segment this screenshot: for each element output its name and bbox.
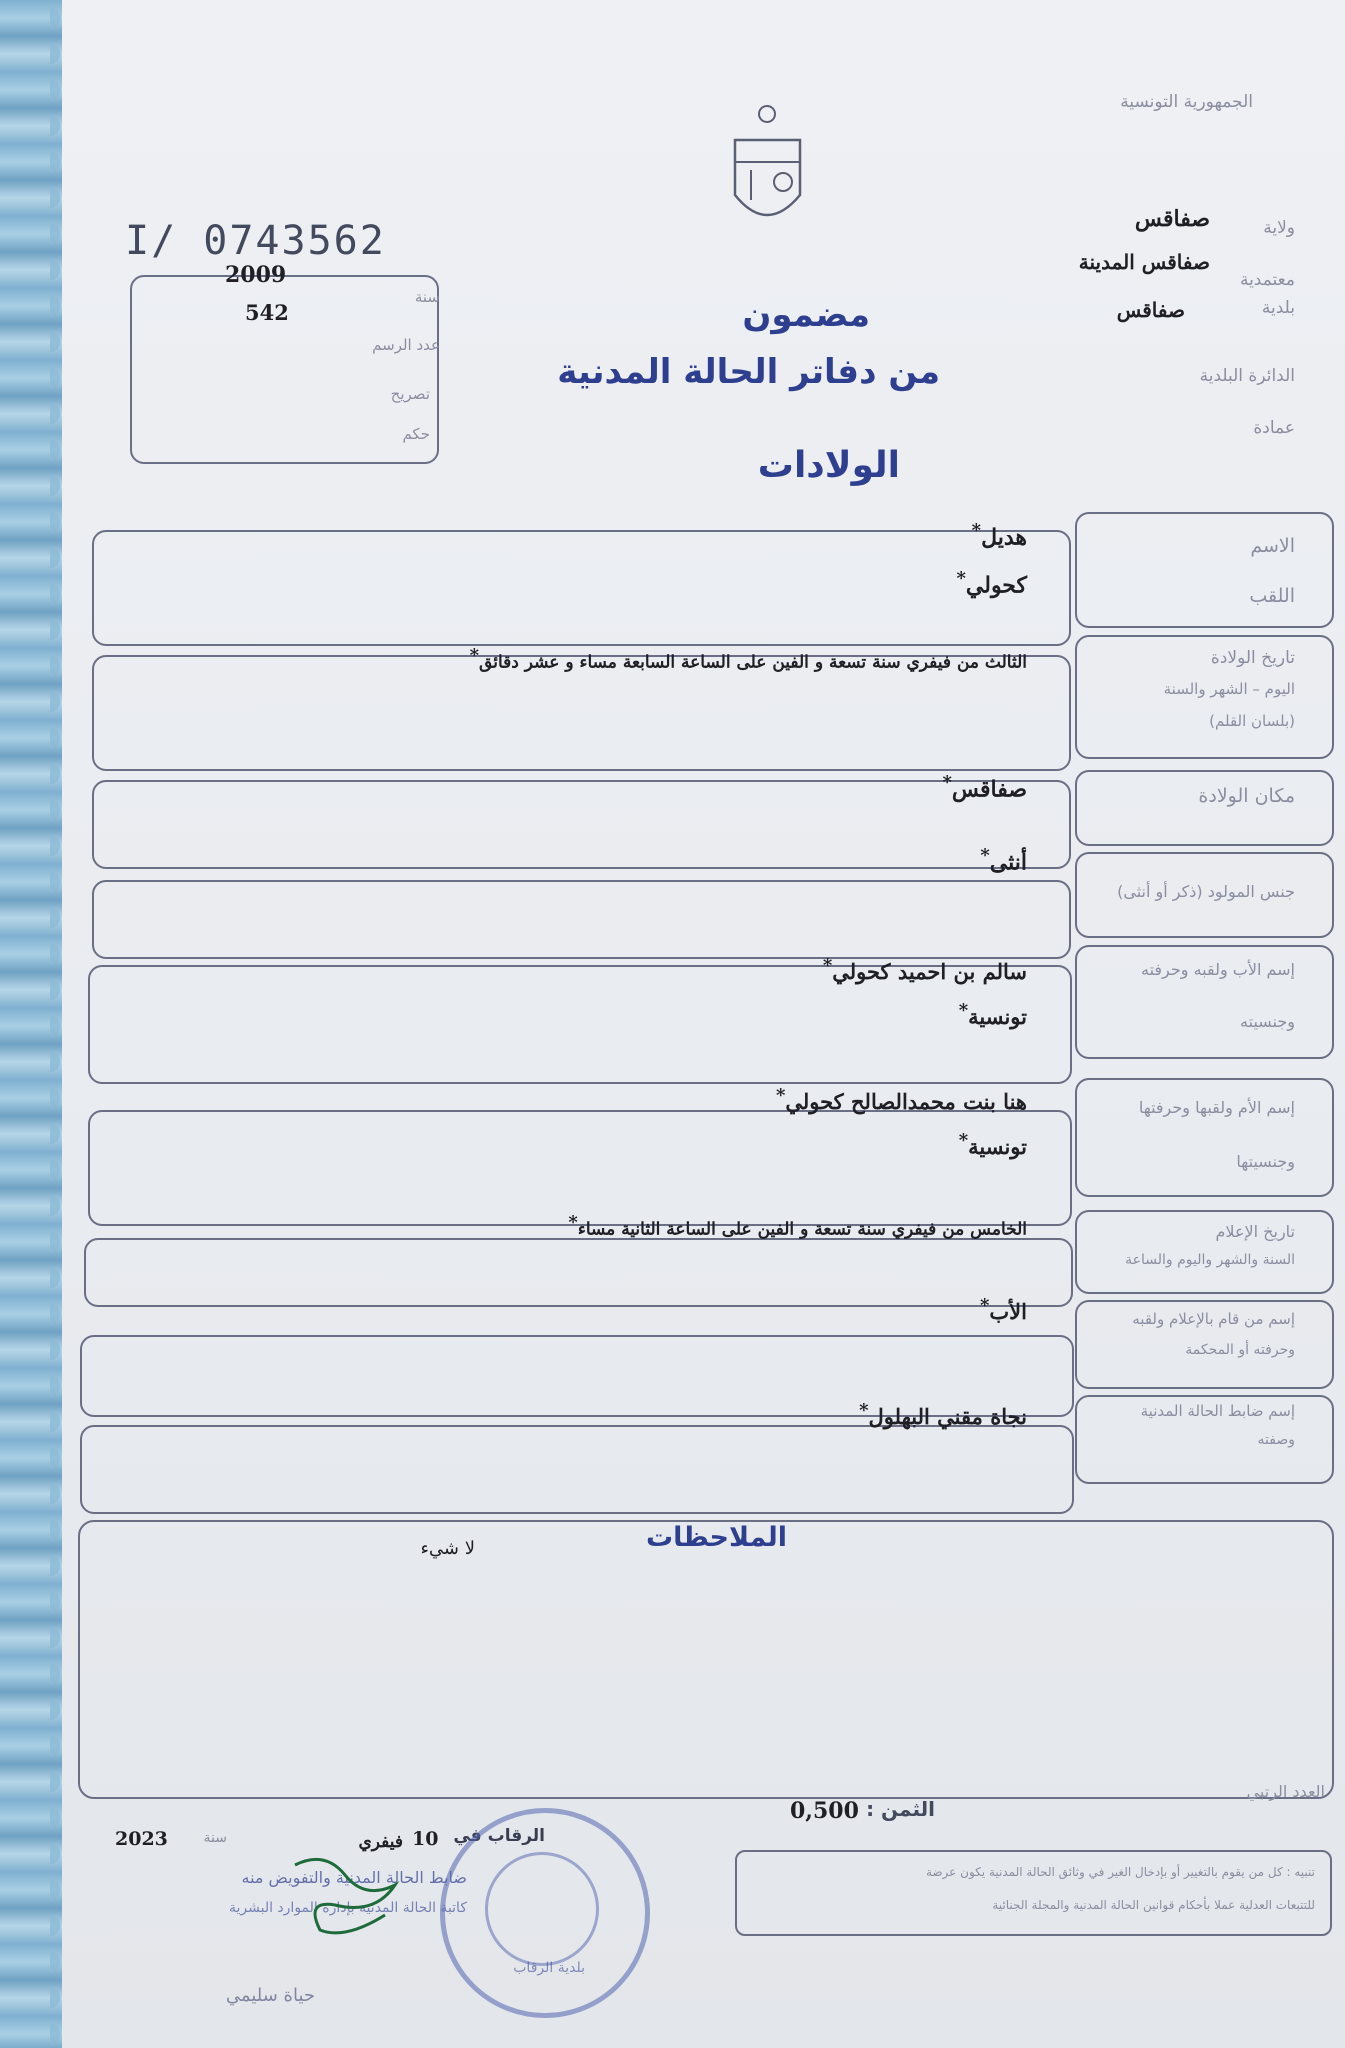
remarks-box bbox=[78, 1520, 1334, 1799]
record-value: 542 bbox=[245, 300, 289, 325]
label-last-name: اللقب bbox=[1249, 585, 1295, 607]
birth-place-value: صفاقس * bbox=[943, 772, 1028, 802]
document-subtitle: من دفاتر الحالة المدنية bbox=[557, 352, 940, 392]
mother-nationality-value: تونسية * bbox=[959, 1130, 1027, 1159]
last-name-value: كحولي * bbox=[956, 568, 1027, 598]
mother-value-box bbox=[88, 1110, 1072, 1226]
year-label: سنة bbox=[414, 288, 440, 306]
label-birth-place: مكان الولادة bbox=[1198, 785, 1295, 807]
price-label: الثمن : bbox=[866, 1797, 935, 1821]
price-value: 0,500 bbox=[790, 1798, 859, 1824]
label-birth-date: تاريخ الولادة bbox=[1210, 648, 1295, 668]
declaration-date-value: الخامس من فيفري سنة تسعة و الفين على الساعة الثانية مساء * bbox=[568, 1212, 1027, 1240]
label-declarant-detail: وحرفته أو المحكمة bbox=[1185, 1342, 1295, 1358]
father-nationality-value: تونسية * bbox=[959, 1000, 1027, 1029]
label-mother-nationality: وجنسيتها bbox=[1236, 1152, 1295, 1171]
declaration-label: تصريح bbox=[390, 385, 430, 403]
label-father: إسم الأب ولقبه وحرفته bbox=[1141, 960, 1295, 979]
label-mother: إسم الأم ولقبها وحرفتها bbox=[1138, 1098, 1295, 1117]
record-label: عدد الرسم bbox=[372, 336, 440, 354]
name-label-box bbox=[1075, 512, 1334, 628]
label-declaration-date-detail: السنة والشهر واليوم والساعة bbox=[1125, 1252, 1295, 1268]
municipality-value: صفاقس المدينة bbox=[1078, 250, 1210, 274]
section-title: الولادات bbox=[757, 445, 900, 486]
declaration-date-value-box bbox=[84, 1238, 1073, 1307]
label-birth-date-detail: اليوم – الشهر والسنة bbox=[1163, 680, 1295, 698]
coat-of-arms-icon bbox=[725, 100, 810, 240]
omda-label: عمادة bbox=[1253, 418, 1295, 438]
issue-year-label: سنة bbox=[203, 1830, 227, 1846]
baladiya-value: صفاقس bbox=[1116, 298, 1185, 322]
officer-title-stamp: ضابط الحالة المدنية والتفويض منه bbox=[241, 1868, 467, 1887]
label-father-nationality: وجنسيته bbox=[1240, 1012, 1295, 1031]
label-gender: جنس المولود (ذكر أو أنثى) bbox=[1117, 882, 1295, 901]
issue-day-value: 10 bbox=[412, 1828, 439, 1850]
mother-value: هنا بنت محمدالصالح كحولي * bbox=[776, 1085, 1027, 1114]
declarant-value: الأب * bbox=[980, 1295, 1027, 1324]
remarks-label: الملاحظات bbox=[645, 1522, 787, 1553]
gender-value: أنثى * bbox=[980, 845, 1027, 875]
label-officer: إسم ضابط الحالة المدنية bbox=[1140, 1402, 1295, 1420]
judgment-label: حكم bbox=[402, 425, 430, 443]
father-value: سالم بن احميد كحولي * bbox=[823, 955, 1027, 984]
birth-place-value-box bbox=[92, 780, 1071, 869]
gender-value-box bbox=[92, 880, 1071, 959]
municipality-label: معتمدية bbox=[1239, 270, 1295, 290]
stamp-text: بلدية الرقاب bbox=[513, 1960, 585, 1976]
year-value: 2009 bbox=[225, 262, 287, 288]
wilaya-label: ولاية bbox=[1263, 218, 1295, 238]
birth-place-label-box bbox=[1075, 770, 1334, 846]
baladiya-label: بلدية bbox=[1261, 298, 1295, 318]
warning-line-1: تنبيه : كل من يقوم بالتغيير أو بإدخال الغير في وثائق الحالة المدنية يكون عرضة bbox=[925, 1865, 1315, 1879]
decorative-border-wave bbox=[50, 0, 74, 2048]
document-title: مضمون bbox=[742, 295, 870, 335]
label-officer-title: وصفته bbox=[1257, 1432, 1295, 1448]
name-value-box bbox=[92, 530, 1071, 646]
signer-name: حياة سليمي bbox=[225, 1985, 315, 2006]
wilaya-value: صفاقس bbox=[1134, 206, 1210, 232]
warning-box bbox=[735, 1850, 1332, 1936]
district-label: الدائرة البلدية bbox=[1199, 366, 1295, 386]
label-declarant: إسم من قام بالإعلام ولقبه bbox=[1132, 1310, 1295, 1328]
label-birth-date-note: (بلسان القلم) bbox=[1209, 712, 1295, 730]
signature-icon bbox=[285, 1845, 405, 1945]
republic-label: الجمهورية التونسية bbox=[1120, 92, 1253, 112]
footer-serial-label: العدد الرتبي bbox=[1246, 1782, 1325, 1801]
official-stamp-inner-icon bbox=[485, 1852, 599, 1966]
officer-value: نجاة مقني البهلول * bbox=[859, 1400, 1027, 1429]
warning-line-2: للتتبعات العدلية عملا بأحكام قوانين الحالة المدنية والمجلة الجنائية bbox=[992, 1898, 1315, 1912]
issue-month-value: فيفري bbox=[358, 1832, 403, 1852]
mother-label-box bbox=[1075, 1078, 1334, 1197]
label-declaration-date: تاريخ الإعلام bbox=[1215, 1222, 1295, 1241]
issue-year-value: 2023 bbox=[115, 1828, 168, 1850]
officer-value-box bbox=[80, 1425, 1074, 1514]
first-name-value: هديل * bbox=[972, 520, 1027, 550]
officer-title-stamp-line-2: كاتبة الحالة المدنية بإدارة الموارد البشرية bbox=[228, 1900, 467, 1916]
issue-place-label: الرقاب في bbox=[453, 1826, 545, 1846]
birth-date-value: الثالث من فيفري سنة تسعة و الفين على الساعة السابعة مساء و عشر دقائق * bbox=[470, 645, 1027, 673]
label-first-name: الاسم bbox=[1250, 535, 1295, 557]
remarks-value: لا شيء bbox=[420, 1538, 475, 1559]
serial-number: I/ 0743562 bbox=[125, 218, 386, 264]
